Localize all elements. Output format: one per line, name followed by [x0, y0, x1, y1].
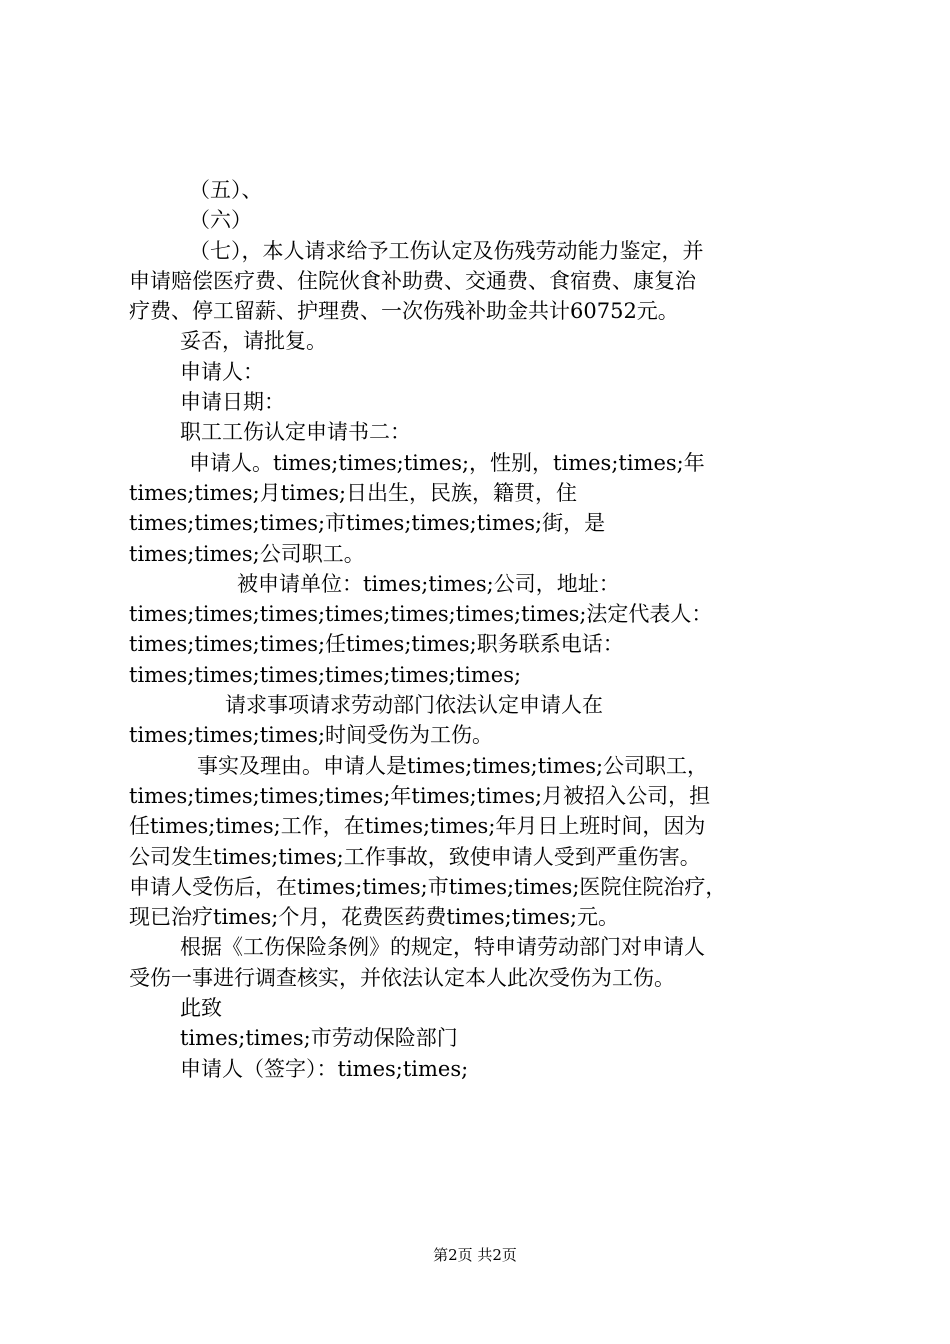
paragraph-line: 现已治疗times;个月，花费医药费times;times;元。: [129, 905, 620, 930]
paragraph-line: times;times;times;时间受伤为工伤。: [129, 723, 494, 748]
recipient-line: times;times;市劳动保险部门: [180, 1026, 458, 1051]
paragraph-line: times;times;times;times;times;times;times;法定代表人：: [129, 602, 713, 627]
paragraph-line: times;times;月times;日出生，民族，籍贯，住: [129, 480, 578, 505]
paragraph-line: 任times;times;工作，在times;times;年月日上班时间，因为: [129, 814, 706, 839]
section-heading: 职工工伤认定申请书二：: [180, 420, 411, 445]
paragraph-line: times;times;times;市times;times;times;街，是: [129, 511, 606, 536]
paragraph-line: times;times;times;times;年times;times;月被招入公司，担: [129, 783, 711, 808]
paragraph-line: times;times;times;times;times;times;: [129, 662, 522, 687]
paragraph-line: 申请日期：: [180, 390, 285, 415]
paragraph-line: 疗费、停工留薪、护理费、一次伤残补助金共计60752元。: [129, 299, 679, 324]
paragraph-line: （六）: [189, 208, 252, 233]
paragraph-line: 根据《工伤保险条例》的规定，特申请劳动部门对申请人: [180, 935, 705, 960]
document-body: [129, 175, 832, 1084]
paragraph-line: 受伤一事进行调查核实，并依法认定本人此次受伤为工伤。: [129, 965, 675, 990]
paragraph-line: 申请赔偿医疗费、住院伙食补助费、交通费、食宿费、康复治: [129, 268, 696, 293]
paragraph-line: 被申请单位：times;times;公司，地址：: [237, 571, 620, 596]
paragraph-line: 申请人受伤后，在times;times;市times;times;医院住院治疗，: [129, 874, 727, 899]
paragraph-line: times;times;times;任times;times;职务联系电话：: [129, 632, 624, 657]
paragraph-line: 妥否，请批复。: [180, 329, 327, 354]
paragraph-line: 事实及理由。申请人是times;times;times;公司职工，: [197, 753, 709, 778]
paragraph-line: times;times;公司职工。: [129, 541, 365, 566]
paragraph-line: 公司发生times;times;工作事故，致使申请人受到严重伤害。: [129, 844, 701, 869]
signature-line: 申请人（签字）：times;times;: [180, 1056, 469, 1081]
closing-line: 此致: [180, 996, 222, 1021]
paragraph-line: （七），本人请求给予工伤认定及伤残劳动能力鉴定，并: [189, 238, 704, 263]
page-footer: 第2页 共2页: [433, 1246, 517, 1264]
paragraph-line: 申请人。times;times;times;，性别，times;times;年: [189, 450, 705, 475]
paragraph-line: 请求事项请求劳动部门依法认定申请人在: [225, 693, 603, 718]
paragraph-line: （五）、: [189, 178, 263, 202]
paragraph-line: 申请人：: [180, 359, 264, 384]
